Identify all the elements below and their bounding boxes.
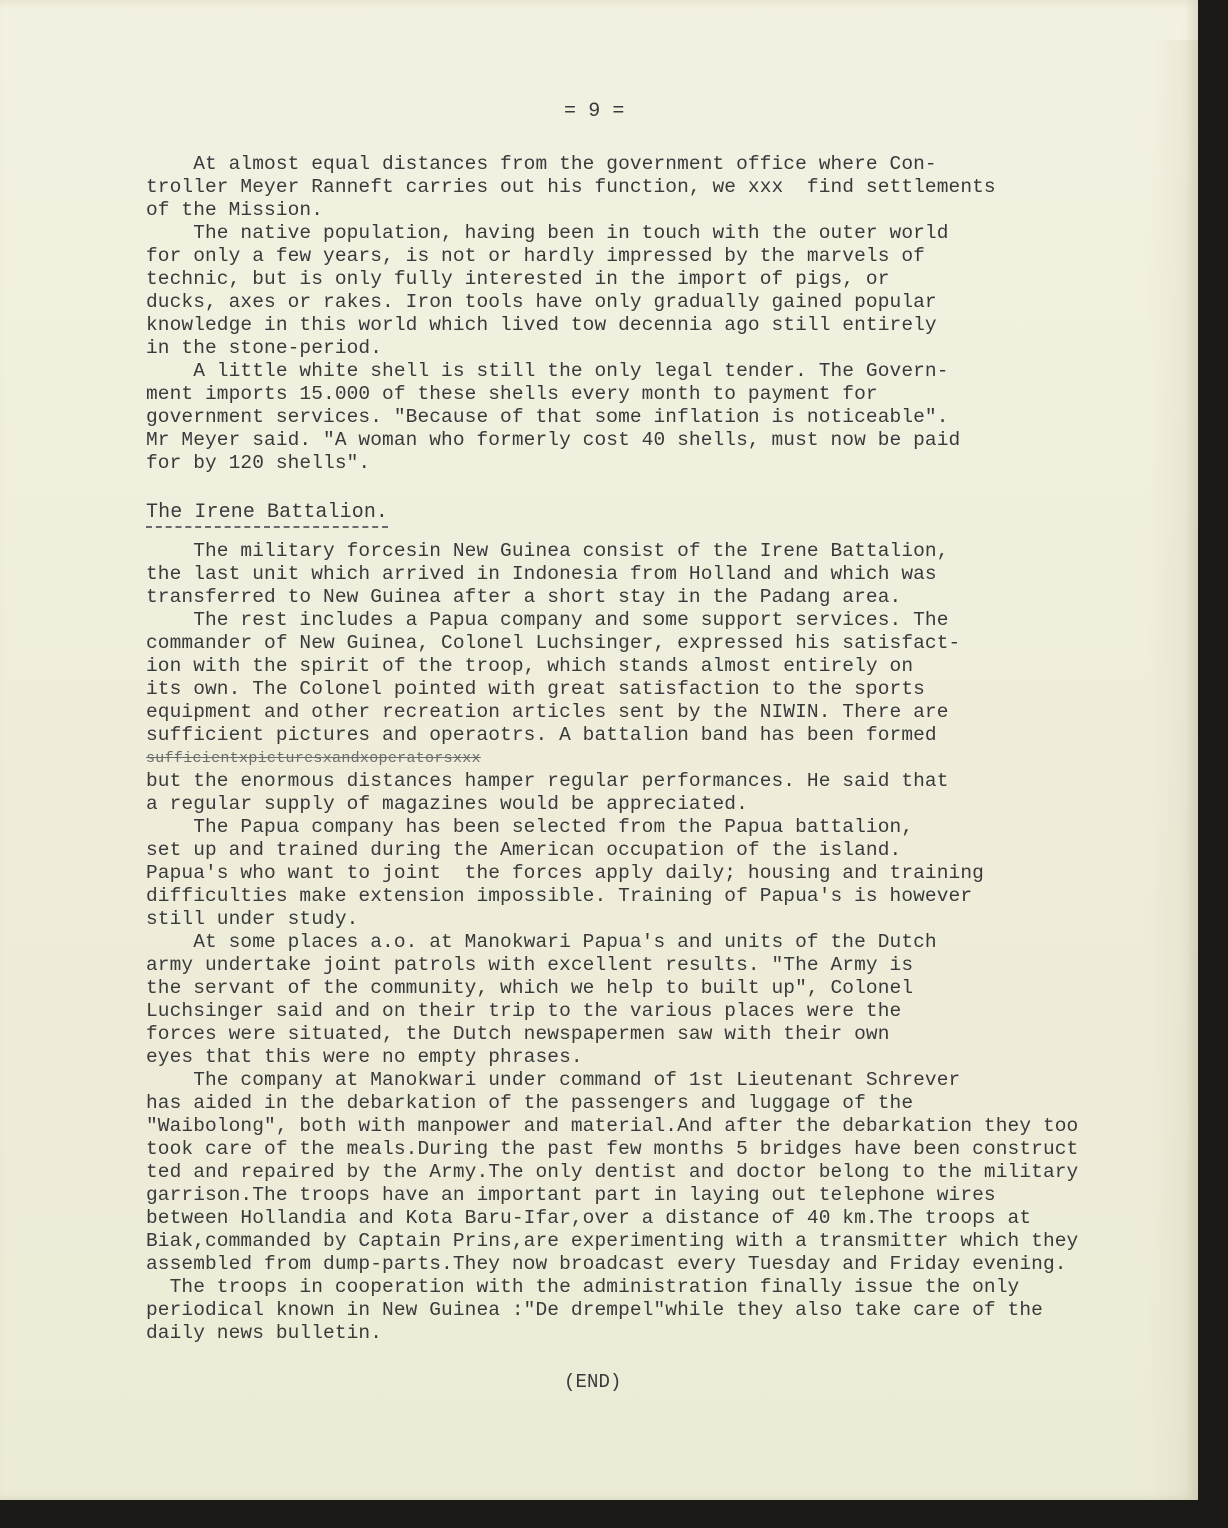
text-line: "Waibolong", both with manpower and material.And after the debarkation they too [146, 1115, 1079, 1137]
text-line: transferred to New Guinea after a short stay in the Padang area. [146, 586, 902, 608]
text-line: the last unit which arrived in Indonesia from Holland and which was [146, 563, 937, 585]
text-line: technic, but is only fully interested in the import of pigs, or [146, 268, 890, 290]
text-line: Luchsinger said and on their trip to the various places were the [146, 1000, 902, 1022]
text-line: ted and repaired by the Army.The only dentist and doctor belong to the military [146, 1161, 1079, 1183]
text-line: for by 120 shells". [146, 452, 371, 474]
end-mark: (END) [564, 1371, 622, 1393]
battalion-section [146, 540, 1186, 1345]
text-line: The company at Manokwari under command of 1st Lieutenant Schrever [146, 1069, 961, 1091]
text-line: forces were situated, the Dutch newspapermen saw with their own [146, 1023, 890, 1045]
paragraph-native-population [146, 222, 1186, 360]
text-line: its own. The Colonel pointed with great satisfaction to the sports [146, 678, 925, 700]
text-line: Biak,commanded by Captain Prins,are experimenting with a transmitter which they [146, 1230, 1079, 1252]
text-line: ment imports 15.000 of these shells every month to payment for [146, 383, 878, 405]
paragraph-settlements [146, 153, 1186, 222]
text-line: but the enormous distances hamper regular performances. He said that [146, 770, 949, 792]
text-line: difficulties make extension impossible. Training of Papua's is however [146, 885, 973, 907]
text-line: The troops in cooperation with the administration finally issue the only [146, 1276, 1020, 1298]
text-line: army undertake joint patrols with excellent results. "The Army is [146, 954, 914, 976]
text-line: The rest includes a Papua company and some support services. The [146, 609, 949, 631]
text-line: equipment and other recreation articles sent by the NIWIN. There are [146, 701, 949, 723]
text-line: garrison.The troops have an important part in laying out telephone wires [146, 1184, 996, 1206]
text-line: At almost equal distances from the government office where Con- [146, 153, 937, 175]
text-line: still under study. [146, 908, 359, 930]
text-line: The military forcesin New Guinea consist of the Irene Battalion, [146, 540, 949, 562]
text-line: At some places a.o. at Manokwari Papua's and units of the Dutch [146, 931, 937, 953]
text-line: for only a few years, is not or hardly impressed by the marvels of [146, 245, 925, 267]
section-heading-irene-battalion: The Irene Battalion. [146, 501, 388, 528]
text-line: daily news bulletin. [146, 1322, 383, 1344]
text-line: troller Meyer Ranneft carries out his function, we xxx find settlements [146, 176, 996, 198]
text-line: sufficient pictures and operaotrs. A battalion band has been formed [146, 724, 937, 746]
text-line: between Hollandia and Kota Baru-Ifar,over a distance of 40 km.The troops at [146, 1207, 1032, 1229]
text-line: A little white shell is still the only legal tender. The Govern- [146, 360, 949, 382]
text-line: has aided in the debarkation of the passengers and luggage of the [146, 1092, 914, 1114]
page-number: = 9 = [564, 100, 625, 123]
text-line: commander of New Guinea, Colonel Luchsinger, expressed his satisfact- [146, 632, 961, 654]
paragraph-shell-currency [146, 360, 1186, 475]
text-line: eyes that this were no empty phrases. [146, 1046, 583, 1068]
document-body [146, 100, 1186, 1394]
intro-section [146, 153, 1186, 475]
text-line: ion with the spirit of the troop, which stands almost entirely on [146, 655, 914, 677]
text-line: Papua's who want to joint the forces apply daily; housing and training [146, 862, 984, 884]
struck-through-line: sufficientxpicturesxandxoperatorsxxx [146, 750, 481, 767]
text-line: Mr Meyer said. "A woman who formerly cost 40 shells, must now be paid [146, 429, 961, 451]
text-line: The native population, having been in touch with the outer world [146, 222, 949, 244]
text-line: a regular supply of magazines would be appreciated. [146, 793, 748, 815]
text-line: government services. "Because of that some inflation is noticeable". [146, 406, 949, 428]
text-line: of the Mission. [146, 199, 324, 221]
text-line: took care of the meals.During the past few months 5 bridges have been construct [146, 1138, 1079, 1160]
text-line: assembled from dump-parts.They now broadcast every Tuesday and Friday evening. [146, 1253, 1067, 1275]
text-line: The Papua company has been selected from the Papua battalion, [146, 816, 914, 838]
text-line: the servant of the community, which we help to built up", Colonel [146, 977, 914, 999]
text-line: in the stone-period. [146, 337, 383, 359]
text-line: set up and trained during the American occupation of the island. [146, 839, 902, 861]
text-line: periodical known in New Guinea :"De drempel"while they also take care of the [146, 1299, 1043, 1321]
text-line: knowledge in this world which lived tow decennia ago still entirely [146, 314, 937, 336]
text-line: ducks, axes or rakes. Iron tools have only gradually gained popular [146, 291, 937, 313]
